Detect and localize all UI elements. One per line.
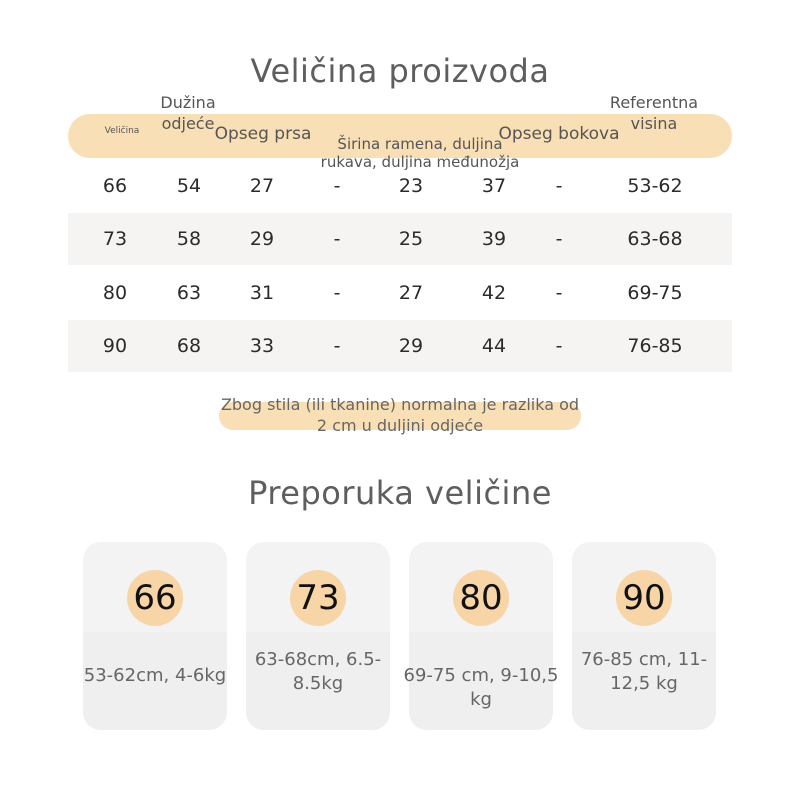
card-description: 69-75 cm, 9-10,5 kg	[403, 665, 559, 710]
cell-chest: 27	[249, 175, 275, 197]
cell-shoulder: -	[333, 282, 341, 304]
card-description: 76-85 cm, 11-12,5 kg	[580, 649, 708, 694]
cell-size: 80	[102, 282, 128, 304]
header-height: Referentna visina	[609, 93, 699, 133]
cell-inseam: -	[555, 282, 563, 304]
size-card	[572, 542, 716, 730]
cell-inseam: -	[555, 228, 563, 250]
header-chest: Opseg prsa	[214, 124, 312, 144]
cell-length: 58	[176, 228, 202, 250]
card-description: 53-62cm, 4-6kg	[83, 665, 227, 686]
cell-chest: 31	[249, 282, 275, 304]
size-card	[83, 542, 227, 730]
section-title: Preporuka veličine	[248, 474, 552, 512]
cell-length: 68	[176, 335, 202, 357]
cell-hip: 42	[481, 282, 507, 304]
cell-hip: 37	[481, 175, 507, 197]
size-card	[246, 542, 390, 730]
cell-inseam: -	[555, 335, 563, 357]
cell-size: 90	[102, 335, 128, 357]
cell-sleeve: 29	[398, 335, 424, 357]
cell-height: 76-85	[627, 335, 683, 357]
table-row	[68, 267, 732, 319]
cell-hip: 44	[481, 335, 507, 357]
cell-length: 54	[176, 175, 202, 197]
table-row	[68, 213, 732, 265]
cell-size: 66	[102, 175, 128, 197]
cell-chest: 29	[249, 228, 275, 250]
header-shoulder: Širina ramena, duljina rukava, duljina međunožja	[320, 135, 520, 171]
cell-inseam: -	[555, 175, 563, 197]
cell-shoulder: -	[333, 335, 341, 357]
cell-shoulder: -	[333, 228, 341, 250]
header-hip: Opseg bokova	[498, 124, 620, 144]
cell-sleeve: 27	[398, 282, 424, 304]
header-size: Veličina	[104, 126, 140, 136]
header-length: Dužina odjeće	[160, 93, 216, 133]
cell-shoulder: -	[333, 175, 341, 197]
cell-size: 73	[102, 228, 128, 250]
card-size: 73	[296, 578, 340, 618]
page-title: Veličina proizvoda	[250, 52, 550, 90]
note-text: Zbog stila (ili tkanine) normalna je razlika od 2 cm u duljini odjeće	[220, 395, 580, 435]
card-size: 66	[133, 578, 177, 618]
cell-height: 63-68	[627, 228, 683, 250]
card-size: 90	[622, 578, 666, 618]
table-row	[68, 320, 732, 372]
cell-chest: 33	[249, 335, 275, 357]
card-size: 80	[459, 578, 503, 618]
cell-height: 53-62	[627, 175, 683, 197]
size-card	[403, 542, 559, 730]
table-row	[68, 160, 732, 212]
cell-hip: 39	[481, 228, 507, 250]
card-description: 63-68cm, 6.5-8.5kg	[254, 649, 382, 694]
cell-sleeve: 23	[398, 175, 424, 197]
cell-length: 63	[176, 282, 202, 304]
cell-sleeve: 25	[398, 228, 424, 250]
cell-height: 69-75	[627, 282, 683, 304]
